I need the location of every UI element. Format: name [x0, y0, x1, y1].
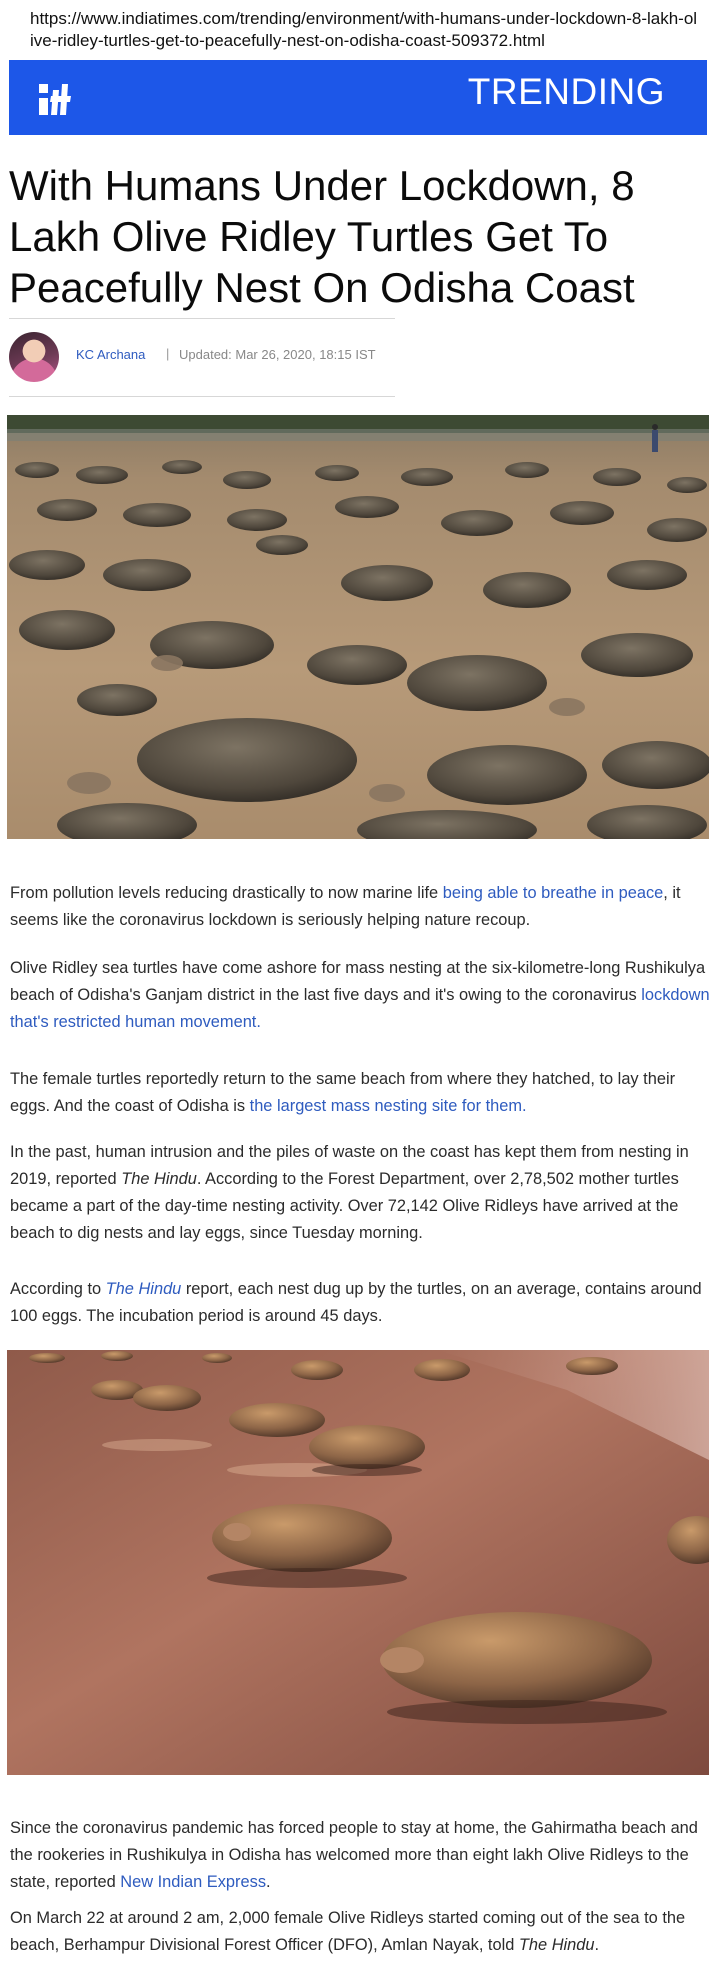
- paragraph-text: .: [594, 1936, 600, 1954]
- paragraph-text: From pollution levels reducing drastically to now marine life: [10, 884, 443, 902]
- indiatimes-logo-icon[interactable]: [35, 78, 75, 118]
- paragraph-text: .: [266, 1873, 271, 1891]
- the-hindu-link[interactable]: The Hindu: [105, 1280, 182, 1298]
- divider: [9, 318, 395, 319]
- article-headline: With Humans Under Lockdown, 8 Lakh Olive Ridley Turtles Get To Peacefully Nest On Odisha Coast: [9, 162, 635, 311]
- paragraph-text: report, each nest dug up by the turtles, on an average, contains around 100 eggs. The incubation period is around 45 days.: [10, 1280, 702, 1325]
- avatar[interactable]: [9, 332, 59, 382]
- nesting-site-link[interactable]: the largest mass nesting site for them.: [249, 1097, 527, 1115]
- paragraph-text: The female turtles reportedly return to the same beach from where they hatched, to lay their eggs. And the coast of Odisha is: [10, 1070, 676, 1115]
- author-link[interactable]: KC Archana: [76, 347, 146, 362]
- paragraph-text: In the past, human intrusion and the piles of waste on the coast has kept them from nesting in 2019, reported: [10, 1143, 689, 1188]
- divider: [9, 396, 395, 397]
- breathe-link[interactable]: being able to breathe in peace: [442, 884, 664, 902]
- paragraph-text: According to: [10, 1280, 106, 1298]
- article-paragraph: [10, 955, 710, 1036]
- lockdown-link[interactable]: lockdown that's restricted human movement.: [10, 986, 710, 1031]
- byline-separator: |: [166, 346, 170, 361]
- paragraph-text: On March 22 at around 2 am, 2,000 female Olive Ridleys started coming out of the sea to the beach, Berhampur Divisional Forest Officer (DFO), Amlan Nayak, told: [10, 1909, 686, 1954]
- new-indian-express-link[interactable]: New Indian Express: [120, 1873, 267, 1891]
- section-label[interactable]: TRENDING: [467, 71, 665, 112]
- turtles-shoreline-photo: [7, 1350, 709, 1775]
- site-header: [9, 60, 707, 135]
- paragraph-text: , it seems like the coronavirus lockdown is seriously helping nature recoup.: [10, 884, 681, 929]
- updated-timestamp: Updated: Mar 26, 2020, 18:15 IST: [179, 347, 376, 362]
- source-name: The Hindu: [518, 1936, 595, 1954]
- article-paragraph: [10, 1276, 710, 1330]
- byline: [9, 332, 609, 384]
- paragraph-text: Olive Ridley sea turtles have come ashore for mass nesting at the six-kilometre-long Rushikulya beach of Odisha's Ganjam district in the last five days and it's owing to the coronavirus: [10, 959, 706, 1004]
- turtles-beach-photo: [7, 415, 709, 839]
- page-url: https://www.indiatimes.com/trending/environment/with-humans-under-lockdown-8-lakh-olive-ridley-turtles-get-to-peacefully-nest-on-odisha-coast-509372.html: [30, 9, 698, 50]
- source-name: The Hindu: [121, 1170, 197, 1188]
- article-paragraph: [10, 1815, 710, 1896]
- article-paragraph: [10, 1139, 710, 1247]
- article-paragraph: [10, 1905, 710, 1959]
- paragraph-text: Since the coronavirus pandemic has forced people to stay at home, the Gahirmatha beach and the rookeries in Rushikulya in Odisha has welcomed more than eight lakh Olive Ridleys to the state, reported: [10, 1819, 698, 1891]
- article-paragraph: [10, 880, 710, 934]
- paragraph-text: . According to the Forest Department, over 2,78,502 mother turtles became a part of the day-time nesting activity. Over 72,142 Olive Ridleys have arrived at the beach to dig nests and lay eggs, since Tuesday morning.: [10, 1170, 679, 1242]
- article-paragraph: [10, 1066, 710, 1120]
